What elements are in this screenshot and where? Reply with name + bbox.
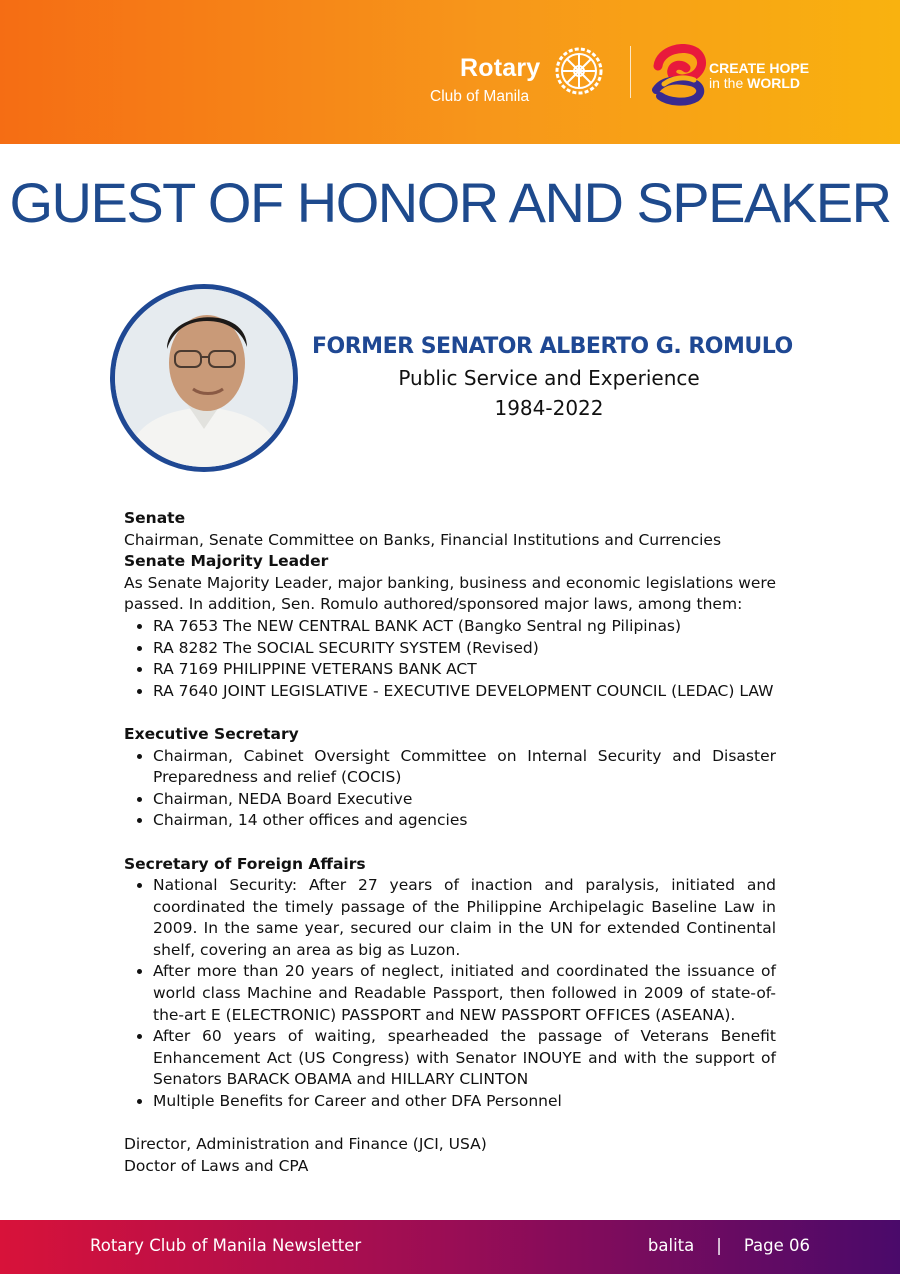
theme-line-1: CREATE HOPE [709, 60, 810, 76]
list-item: • Chairman, 14 other offices and agencies [153, 810, 776, 832]
speaker-name: FORMER SENATOR ALBERTO G. ROMULO [312, 334, 793, 359]
rotary-wordmark: Rotary [460, 54, 541, 82]
list-item: • Chairman, Cabinet Oversight Committee on Internal Security and Disaster Preparedness and relief (COCIS) [153, 746, 776, 789]
theme-line-2 [709, 76, 809, 91]
footer-newsletter-name: Rotary Club of Manila Newsletter [90, 1236, 362, 1255]
closing-line: Director, Administration and Finance (JCI, USA) [124, 1135, 487, 1154]
foreign-affairs-list [124, 875, 776, 1113]
list-item: • RA 7653 The NEW CENTRAL BANK ACT (Bangko Sentral ng Pilipinas) [153, 616, 776, 638]
rotary-club-logo [428, 48, 608, 108]
spacer [124, 832, 776, 854]
closing-line: Doctor of Laws and CPA [124, 1156, 309, 1175]
club-name: Club of Manila [430, 88, 530, 105]
speaker-photo [110, 284, 298, 472]
section-heading-senate: Senate [124, 509, 186, 527]
spacer [124, 1113, 776, 1135]
theme-line-2a: in the [709, 75, 748, 91]
spacer [124, 702, 776, 724]
page-title: GUEST OF HONOR AND SPEAKER [9, 171, 891, 234]
speaker-years: 1984-2022 [494, 396, 604, 420]
section-heading-executive-secretary: Executive Secretary [124, 724, 299, 743]
theme-text [709, 61, 809, 91]
footer-page-number: Page 06 [743, 1236, 810, 1255]
speaker-portrait-image [115, 289, 293, 467]
speaker-subtitle: Public Service and Experience [398, 366, 700, 390]
header-divider [630, 46, 631, 98]
list-item: • After 60 years of waiting, spearheaded the passage of Veterans Benefit Enhancement Act (US Congress) with Senator INOUYE and with the support of Senators BARACK OBAMA and HILLARY CLINTON [153, 1026, 776, 1091]
bio-content [124, 508, 776, 1177]
theme-line-2b: WORLD [747, 75, 801, 91]
majority-leader-text: As Senate Majority Leader, major banking, business and economic legislations were passed. In addition, Sen. Romulo authored/sponsored major laws, among them: [124, 573, 776, 614]
list-item: • RA 7640 JOINT LEGISLATIVE - EXECUTIVE DEVELOPMENT COUNCIL (LEDAC) LAW [153, 681, 776, 703]
list-item: • After more than 20 years of neglect, initiated and coordinated the issuance of world class Machine and Readable Passport, then followed in 2009 of state-of-the-art E (ELECTRONIC) PASSPORT and NEW PASSPORT OFFICES (ASEANA). [153, 961, 776, 1026]
executive-secretary-list [124, 746, 776, 832]
footer-section: balita [647, 1236, 695, 1255]
list-item: • Chairman, NEDA Board Executive [153, 789, 776, 811]
footer-page-info [648, 1236, 810, 1255]
laws-list [124, 616, 776, 702]
list-item: • RA 7169 PHILIPPINE VETERANS BANK ACT [153, 659, 776, 681]
senate-line: Chairman, Senate Committee on Banks, Financial Institutions and Currencies [124, 530, 722, 549]
list-item: • Multiple Benefits for Career and other DFA Personnel [153, 1091, 776, 1113]
section-heading-majority-leader: Senate Majority Leader [124, 552, 329, 571]
section-heading-foreign-affairs: Secretary of Foreign Affairs [124, 854, 366, 873]
create-hope-logo-icon [650, 44, 708, 106]
rotary-wheel-icon [552, 44, 606, 98]
footer-separator: | [716, 1236, 722, 1255]
header-banner [0, 0, 900, 144]
list-item: • RA 8282 The SOCIAL SECURITY SYSTEM (Revised) [153, 638, 776, 660]
footer-bar [0, 1220, 900, 1274]
list-item: • National Security: After 27 years of inaction and paralysis, initiated and coordinated the timely passage of the Philippine Archipelagic Baseline Law in 2009. In the same year, secured our claim in the UN for extended Continental shelf, covering an area as big as Luzon. [153, 875, 776, 961]
